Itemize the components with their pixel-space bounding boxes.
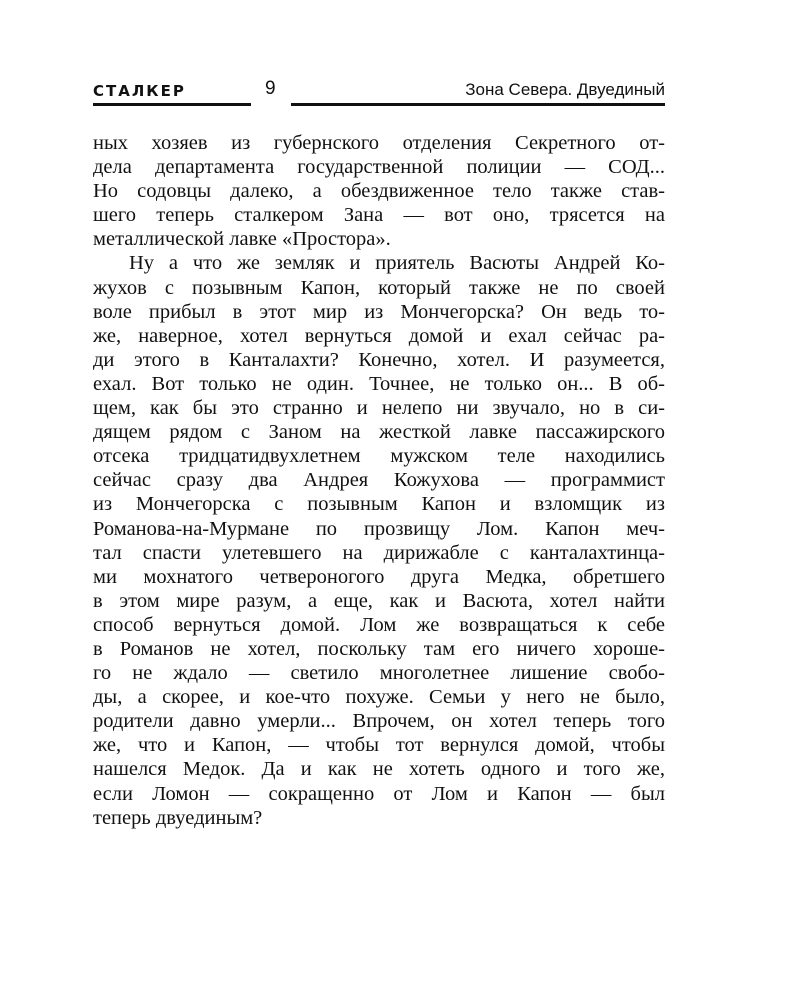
text-line: ды, а скорее, и кое-что похуже. Семьи у него не было, — [93, 686, 665, 709]
text-line: ных хозяев из губернского отделения Секретного от- — [93, 132, 665, 154]
page-header — [93, 78, 665, 108]
text-line: го не ждало — светило многолетнее лишение свобо- — [93, 662, 665, 685]
text-line: металлической лавке «Простора». — [93, 228, 391, 251]
text-line: же, наверное, хотел вернуться домой и ехал сейчас ра- — [93, 324, 665, 347]
text-line: тал спасти улетевшего на дирижабле с канталахтинца- — [93, 541, 665, 564]
text-line: нашелся Медок. Да и как не хотеть одного и того же, — [93, 758, 665, 781]
text-line: Но содовцы далеко, а обездвиженное тело также став- — [93, 180, 665, 203]
text-line: дящем рядом с Заном на жесткой лавке пассажирского — [93, 421, 665, 444]
text-line: воле прибыл в этот мир из Мончегорска? Он ведь то- — [93, 300, 665, 323]
text-line: в этом мире разум, а еще, как и Васюта, хотел найти — [93, 589, 665, 612]
text-line: если Ломон — сокращенно от Лом и Капон — был — [93, 782, 665, 805]
text-line: шего теперь сталкером Зана — вот оно, трясется на — [93, 204, 665, 227]
text-line: отсека тридцатидвухлетнем мужском теле находились — [93, 445, 665, 468]
text-line: ди этого в Канталахти? Конечно, хотел. И разумеется, — [93, 348, 665, 371]
text-line: способ вернуться домой. Лом же возвращаться к себе — [93, 613, 665, 636]
text-line: Ну а что же земляк и приятель Васюты Андрей Ко- — [129, 252, 665, 275]
text-line: сейчас сразу два Андрея Кожухова — программист — [93, 469, 665, 492]
text-line: Романова-на-Мурмане по прозвищу Лом. Капон меч- — [93, 517, 665, 540]
header-rule-right — [291, 103, 665, 106]
header-rule-left — [93, 103, 251, 106]
body-text — [93, 131, 665, 830]
text-line: ехал. Вот только не один. Точнее, не только он... В об- — [93, 372, 665, 395]
text-line: щем, как бы это странно и нелепо ни звучало, но в си- — [93, 397, 665, 420]
series-name: СТАЛКЕР — [93, 82, 186, 100]
running-title: Зона Севера. Двуединый — [465, 80, 665, 99]
text-line: родители давно умерли... Впрочем, он хотел теперь того — [93, 710, 665, 733]
text-line: дела департамента государственной полиции — СОД... — [93, 156, 665, 179]
text-line: в Романов не хотел, поскольку там его ничего хороше- — [93, 637, 665, 660]
page-number: 9 — [265, 78, 276, 99]
text-line: жухов с позывным Капон, который также не по своей — [93, 276, 665, 299]
text-line: ми мохнатого четвероногого друга Медка, обретшего — [93, 565, 665, 588]
text-line: из Мончегорска с позывным Капон и взломщик из — [93, 493, 665, 516]
text-line: теперь двуединым? — [93, 806, 263, 829]
text-line: же, что и Капон, — чтобы тот вернулся домой, чтобы — [93, 734, 665, 757]
